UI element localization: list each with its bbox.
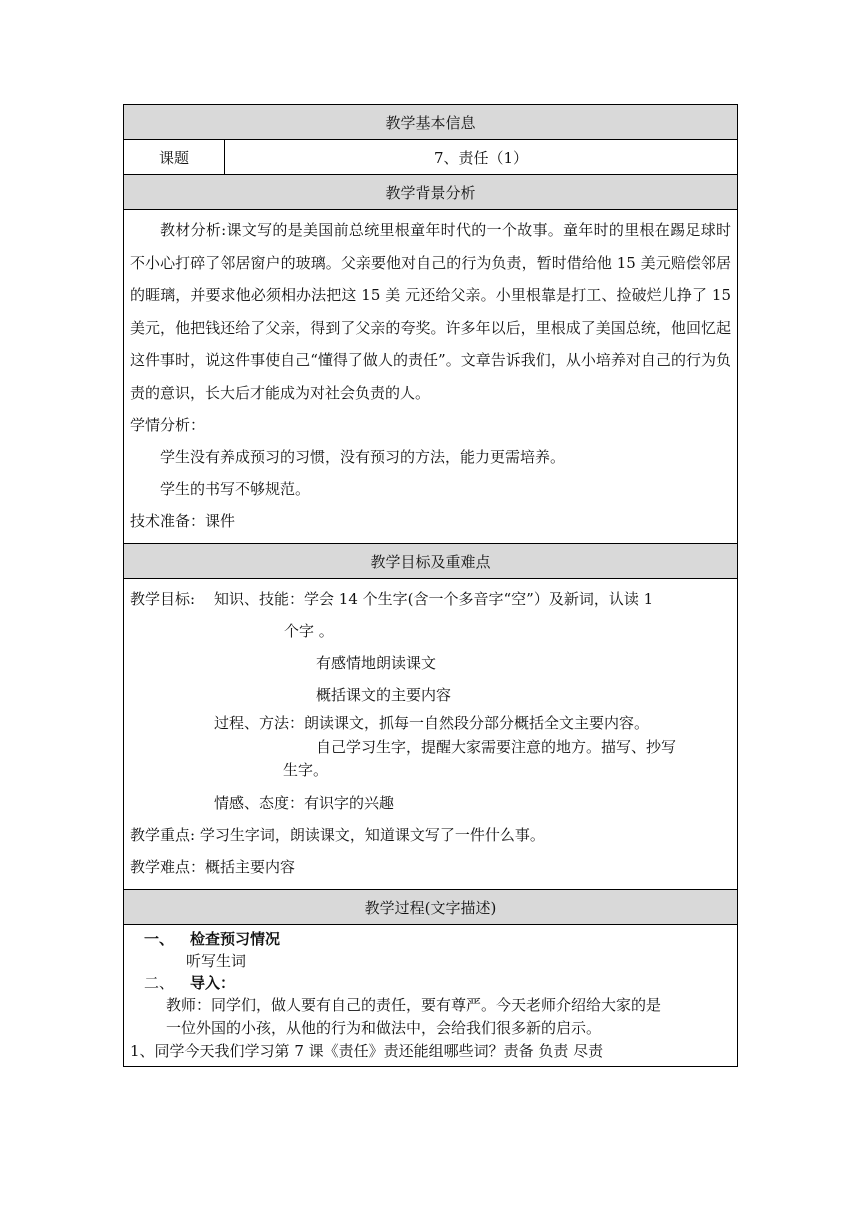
goals-header: 教学目标及重难点 bbox=[124, 544, 737, 579]
step2-heading bbox=[130, 972, 731, 994]
key-points: 教学重点: 学习生字词，朗读课文，知道课文写了一件什么事。 bbox=[130, 826, 545, 844]
step1-heading bbox=[130, 928, 731, 950]
goals-section bbox=[124, 579, 737, 890]
process-section bbox=[124, 925, 737, 1066]
teacher-line-2: 一位外国的小孩，从他的行为和做法中，会给我们很多新的启示。 bbox=[166, 1019, 602, 1037]
knowledge-row bbox=[130, 583, 731, 615]
student-analysis-2: 学生的书写不够规范。 bbox=[160, 480, 311, 498]
topic-label: 课题 bbox=[124, 140, 225, 174]
knowledge-1a: 学会 14 个生字(含一个多音字“空”）及新词，认读 1 bbox=[304, 590, 654, 608]
difficult-points: 教学难点：概括主要内容 bbox=[130, 858, 296, 876]
step2-number: 二、 bbox=[144, 974, 175, 992]
knowledge-label: 知识、技能： bbox=[214, 590, 305, 608]
process-2a: 自己学习生字，提醒大家需要注意的地方。描写、抄写 bbox=[316, 738, 677, 756]
topic-row bbox=[124, 140, 737, 175]
process-1: 朗读课文，抓每一自然段分部分概括全文主要内容。 bbox=[304, 714, 650, 732]
basic-info-header: 教学基本信息 bbox=[124, 105, 737, 140]
step1-title: 检查预习情况 bbox=[190, 930, 281, 948]
background-section bbox=[124, 210, 737, 544]
step1-number: 一、 bbox=[144, 930, 175, 948]
student-analysis-1: 学生没有养成预习的习惯，没有预习的方法，能力更需培养。 bbox=[160, 448, 566, 466]
step2-title: 导入： bbox=[190, 974, 236, 992]
emotion-label: 情感、态度： bbox=[214, 794, 305, 812]
emotion-1: 有识字的兴趣 bbox=[304, 794, 395, 812]
question-line: 1、同学今天我们学习第 7 课《责任》责还能组哪些词？责备 负责 尽责 bbox=[130, 1042, 604, 1060]
tech-prep: 技术准备：课件 bbox=[130, 512, 236, 530]
topic-value: 7、责任（1） bbox=[433, 148, 529, 167]
knowledge-3: 概括课文的主要内容 bbox=[316, 686, 452, 704]
student-analysis-label: 学情分析： bbox=[130, 416, 206, 434]
goals-label: 教学目标: bbox=[130, 590, 196, 608]
emotion-row bbox=[130, 787, 731, 819]
knowledge-1b: 个字 。 bbox=[284, 622, 334, 640]
material-analysis: 教材分析:课文写的是美国前总统里根童年时代的一个故事。童年时的里根在踢足球时不小心打碎了邻居窗户的玻璃。父亲要他对自己的行为负责，暂时借给他 15 美元赔偿邻居的睚璃，并要求他必须相办法把这 15 美 元还给父亲。小里根靠是打工、捡破烂儿挣了 15 美元，他把钱还给了父亲，得到了父亲的夸奖。许多年以后，里根成了美国总统，他回忆起这件事时，说这件事使自己“懂得了做人的责任”。文章告诉我们，从小培养对自己的行为负责的意识，长大后才能成为对社会负责的人。 bbox=[130, 221, 731, 402]
teacher-line-1: 教师：同学们，做人要有自己的责任，要有尊严。今天老师介绍给大家的是 bbox=[166, 996, 662, 1014]
knowledge-2: 有感情地朗读课文 bbox=[316, 654, 437, 672]
lesson-plan-table bbox=[123, 104, 738, 1067]
background-header: 教学背景分析 bbox=[124, 175, 737, 210]
step1-item: 听写生词 bbox=[186, 952, 247, 970]
process-label: 过程、方法： bbox=[214, 714, 305, 732]
process-2b: 生字。 bbox=[283, 761, 329, 779]
process-row bbox=[130, 711, 731, 735]
process-header: 教学过程(文字描述) bbox=[124, 890, 737, 925]
